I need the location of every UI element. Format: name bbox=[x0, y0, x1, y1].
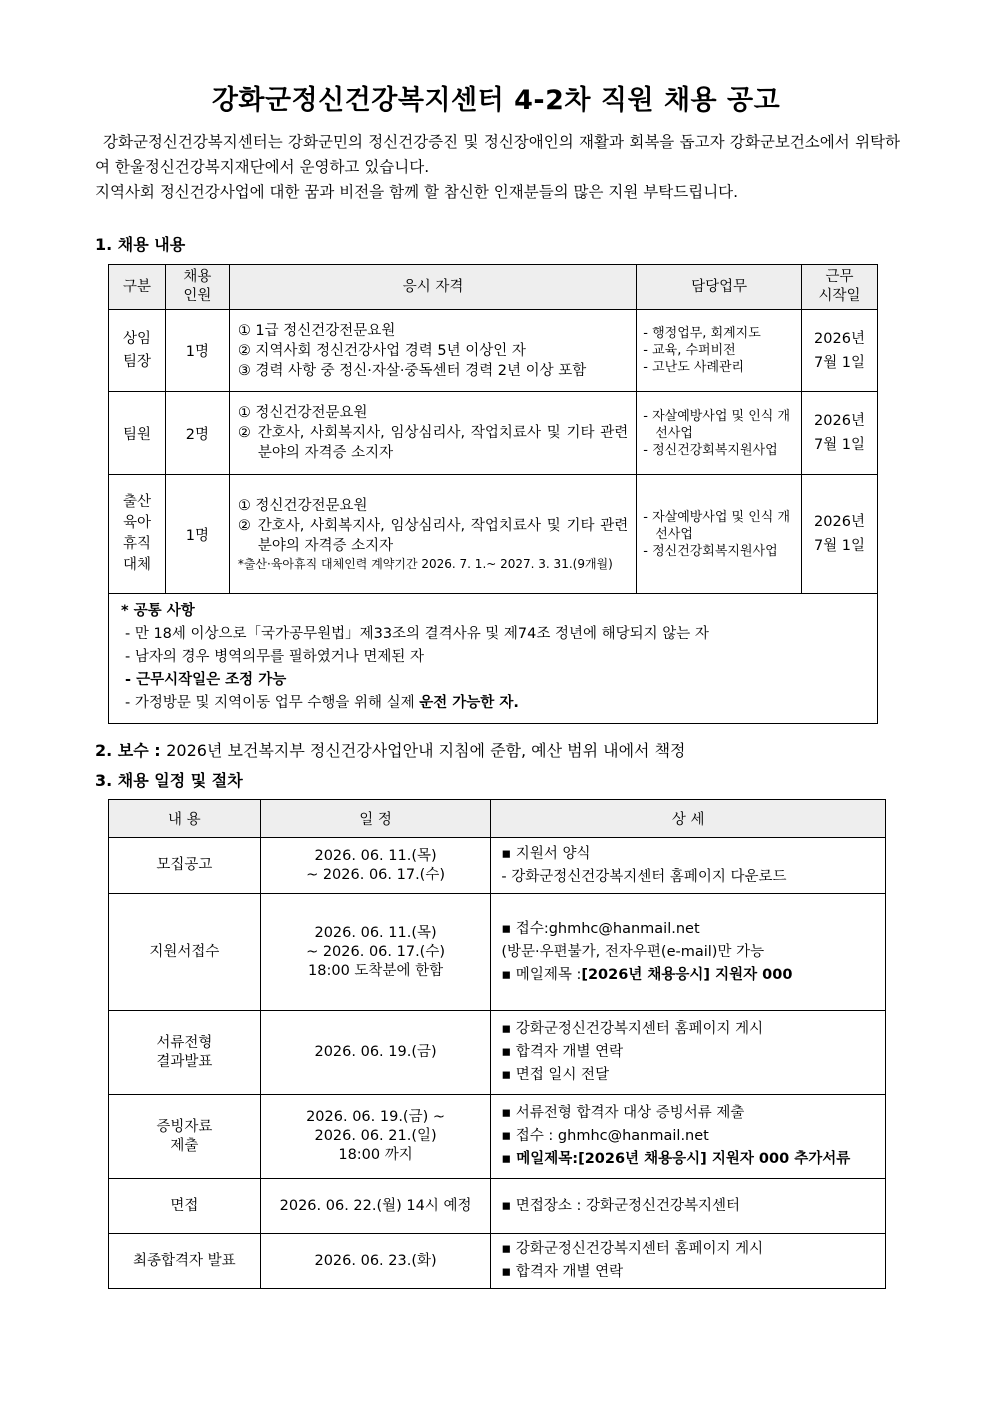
header-count-line-2: 인원 bbox=[183, 288, 212, 304]
duty-item: - 행정업무, 회계지도 bbox=[643, 326, 761, 341]
header-schedule: 일 정 bbox=[260, 800, 491, 838]
table-row bbox=[109, 475, 878, 594]
row-detail bbox=[491, 1179, 886, 1234]
table-row bbox=[109, 310, 878, 392]
content-line: 결과발표 bbox=[156, 1053, 213, 1070]
header-start-line-2: 시작일 bbox=[818, 288, 861, 304]
row-schedule bbox=[260, 1095, 491, 1179]
header-category: 구분 bbox=[109, 265, 166, 310]
row-count: 1명 bbox=[165, 310, 229, 392]
row-schedule: 2026. 06. 22.(월) 14시 예정 bbox=[260, 1179, 491, 1234]
common-item-bold: 운전 가능한 자. bbox=[419, 695, 519, 711]
row-start-date bbox=[802, 310, 878, 392]
row-detail bbox=[491, 1011, 886, 1095]
detail-item: ▪ 면접장소 : 강화군정신건강복지센터 bbox=[501, 1197, 741, 1214]
schedule-line: 2026. 06. 11.(목) bbox=[314, 847, 437, 864]
header-content: 내 용 bbox=[109, 800, 261, 838]
row-qualifications bbox=[229, 310, 636, 392]
detail-item: ▪ 강화군정신건강복지센터 홈페이지 게시 bbox=[501, 1021, 764, 1037]
header-qualification: 응시 자격 bbox=[229, 265, 636, 310]
header-count-line-1: 채용 bbox=[183, 269, 212, 285]
recruitment-table-header bbox=[109, 265, 878, 310]
schedule-line: 2026. 06. 21.(일) bbox=[314, 1128, 437, 1144]
intro-paragraph bbox=[95, 130, 900, 205]
detail-item: ▪ 강화군정신건강복지센터 홈페이지 게시 bbox=[501, 1241, 764, 1257]
row-schedule bbox=[260, 838, 491, 894]
common-heading: * 공통 사항 bbox=[121, 603, 195, 619]
detail-item: ▪ 메일제목:[2026년 채용응시] 지원자 000 추가서류 bbox=[501, 1151, 851, 1167]
row-qualifications bbox=[229, 475, 636, 594]
row-schedule: 2026. 06. 19.(금) bbox=[260, 1011, 491, 1095]
detail-item: ▪ 접수:ghmhc@hanmail.net bbox=[501, 920, 700, 937]
intro-line-1: 강화군정신건강복지센터는 강화군민의 정신건강증진 및 정신장애인의 재활과 회복을 돕고자 강화군보건소에서 위탁하여 한울정신건강복지재단에서 운영하고 있습니다. bbox=[95, 133, 900, 176]
row-category bbox=[109, 475, 166, 594]
schedule-line: ~ 2026. 06. 17.(수) bbox=[306, 943, 446, 960]
header-detail: 상 세 bbox=[491, 800, 886, 838]
section-1-heading: 1. 채용 내용 bbox=[95, 235, 186, 254]
row-count: 2명 bbox=[165, 392, 229, 475]
category-line: 육아 bbox=[122, 515, 151, 531]
row-category: 팀원 bbox=[109, 392, 166, 475]
schedule-line: 18:00 도착분에 한함 bbox=[308, 962, 444, 979]
common-requirements-row bbox=[109, 594, 878, 724]
schedule-line: 2026. 06. 11.(목) bbox=[314, 924, 437, 941]
table-row bbox=[109, 1234, 886, 1289]
row-category bbox=[109, 310, 166, 392]
start-line-2: 7월 1일 bbox=[813, 437, 866, 453]
common-item: - 근무시작일은 조정 가능 bbox=[125, 672, 287, 688]
detail-item: ▪ 합격자 개별 연락 bbox=[501, 1264, 624, 1280]
header-duty: 담당업무 bbox=[637, 265, 802, 310]
row-schedule bbox=[260, 894, 491, 1011]
common-item bbox=[121, 692, 865, 715]
content-line: 제출 bbox=[170, 1137, 199, 1154]
detail-item-bold: [2026년 채용응시] 지원자 000 bbox=[581, 966, 793, 983]
row-duties bbox=[637, 392, 802, 475]
detail-item bbox=[501, 964, 875, 987]
qualification-item: ① 정신건강전문요원 bbox=[237, 405, 368, 421]
qualification-item: ② 지역사회 정신건강사업 경력 5년 이상인 자 bbox=[237, 342, 526, 359]
duty-item: - 자살예방사업 및 인식 개선사업 bbox=[643, 408, 791, 441]
header-start-date bbox=[802, 265, 878, 310]
row-content: 모집공고 bbox=[109, 838, 261, 894]
row-count: 1명 bbox=[165, 475, 229, 594]
start-line-2: 7월 1일 bbox=[813, 538, 866, 554]
row-qualifications bbox=[229, 392, 636, 475]
row-content: 면접 bbox=[109, 1179, 261, 1234]
duty-item: - 고난도 사례관리 bbox=[643, 360, 745, 375]
intro-line-2: 지역사회 정신건강사업에 대한 꿈과 비전을 함께 할 참신한 인재분들의 많은 지원 부탁드립니다. bbox=[95, 183, 739, 201]
row-content bbox=[109, 1011, 261, 1095]
qualification-item: ① 정신건강전문요원 bbox=[237, 498, 368, 514]
table-row bbox=[109, 1095, 886, 1179]
contract-period-note: *출산·육아휴직 대체인력 계약기간 2026. 7. 1.~ 2027. 3. 31.(9개월) bbox=[237, 557, 613, 571]
header-start-line-1: 근무 bbox=[825, 269, 854, 285]
schedule-line: 2026. 06. 19.(금) ~ bbox=[306, 1109, 446, 1125]
table-row bbox=[109, 1179, 886, 1234]
category-line: 출산 bbox=[122, 494, 151, 510]
common-item: - 만 18세 이상으로「국가공무원법」제33조의 결격사유 및 제74조 정년에 해당되지 않는 자 bbox=[125, 626, 709, 642]
common-item-text: - 가정방문 및 지역이동 업무 수행을 위해 실제 bbox=[125, 695, 420, 711]
start-line-1: 2026년 bbox=[814, 413, 865, 429]
section-3-heading: 3. 채용 일정 및 절차 bbox=[95, 771, 243, 790]
qualification-item: ② 간호사, 사회복지사, 임상심리사, 작업치료사 및 기타 관련 분야의 자격증 소지자 bbox=[237, 518, 629, 554]
row-schedule: 2026. 06. 23.(화) bbox=[260, 1234, 491, 1289]
schedule-table-header bbox=[109, 800, 886, 838]
table-row bbox=[109, 392, 878, 475]
page-title: 강화군정신건강복지센터 4-2차 직원 채용 공고 bbox=[211, 85, 781, 116]
schedule-line: 18:00 까지 bbox=[338, 1147, 413, 1163]
row-start-date bbox=[802, 475, 878, 594]
detail-item: ▪ 지원서 양식 bbox=[501, 845, 591, 862]
qualification-item: ③ 경력 사항 중 정신·자살·중독센터 경력 2년 이상 포함 bbox=[237, 362, 587, 379]
row-content: 지원서접수 bbox=[109, 894, 261, 1011]
content-line: 증빙자료 bbox=[156, 1118, 213, 1135]
detail-item: ▪ 면접 일시 전달 bbox=[501, 1067, 610, 1083]
qualification-item: ① 1급 정신건강전문요원 bbox=[237, 322, 396, 339]
row-content: 최종합격자 발표 bbox=[109, 1234, 261, 1289]
duty-item: - 자살예방사업 및 인식 개선사업 bbox=[643, 509, 791, 542]
duty-item: - 교육, 수퍼비전 bbox=[643, 343, 736, 358]
category-line: 대체 bbox=[122, 557, 151, 573]
table-row bbox=[109, 894, 886, 1011]
schedule-line: ~ 2026. 06. 17.(수) bbox=[306, 866, 446, 883]
detail-item: (방문·우편불가, 전자우편(e-mail)만 가능 bbox=[501, 943, 765, 960]
section-2-heading: 2. 보수 : bbox=[95, 741, 161, 760]
detail-item: ▪ 접수 : ghmhc@hanmail.net bbox=[501, 1128, 709, 1144]
row-duties bbox=[637, 475, 802, 594]
row-detail bbox=[491, 1095, 886, 1179]
table-row bbox=[109, 838, 886, 894]
row-duties bbox=[637, 310, 802, 392]
common-item: - 남자의 경우 병역의무를 필하였거나 면제된 자 bbox=[125, 649, 425, 665]
common-requirements bbox=[109, 594, 878, 724]
section-2-text: 2026년 보건복지부 정신건강사업안내 지침에 준함, 예산 범위 내에서 책정 bbox=[166, 741, 686, 760]
row-detail bbox=[491, 894, 886, 1011]
start-line-1: 2026년 bbox=[814, 514, 865, 530]
detail-item: ▪ 서류전형 합격자 대상 증빙서류 제출 bbox=[501, 1105, 745, 1121]
duty-item: - 정신건강회복지원사업 bbox=[643, 442, 778, 458]
category-line: 휴직 bbox=[122, 536, 151, 552]
duty-item: - 정신건강회복지원사업 bbox=[643, 543, 778, 559]
detail-item: - 강화군정신건강복지센터 홈페이지 다운로드 bbox=[501, 868, 787, 885]
category-line: 팀장 bbox=[122, 353, 151, 370]
content-line: 서류전형 bbox=[156, 1034, 213, 1051]
section-2 bbox=[95, 738, 686, 761]
table-row bbox=[109, 1011, 886, 1095]
start-line-1: 2026년 bbox=[814, 330, 865, 347]
category-line: 상임 bbox=[122, 330, 151, 347]
recruitment-table bbox=[108, 264, 878, 724]
row-detail bbox=[491, 1234, 886, 1289]
row-content bbox=[109, 1095, 261, 1179]
detail-item-text: ▪ 메일제목 : bbox=[501, 966, 582, 983]
header-count bbox=[165, 265, 229, 310]
qualification-item: ② 간호사, 사회복지사, 임상심리사, 작업치료사 및 기타 관련 분야의 자격증 소지자 bbox=[237, 425, 629, 461]
schedule-table bbox=[108, 799, 886, 1289]
row-start-date bbox=[802, 392, 878, 475]
detail-item: ▪ 합격자 개별 연락 bbox=[501, 1044, 624, 1060]
row-detail bbox=[491, 838, 886, 894]
start-line-2: 7월 1일 bbox=[813, 354, 866, 371]
